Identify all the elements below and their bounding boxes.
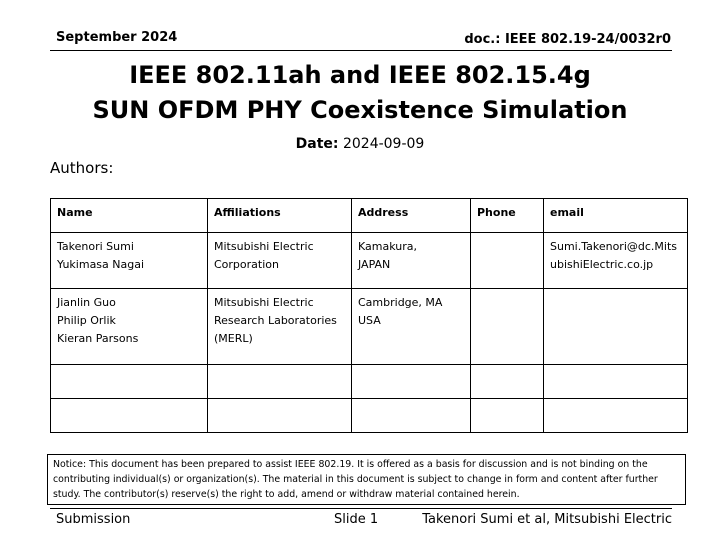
- date-label: Date:: [295, 136, 339, 152]
- affiliation-line: Corporation: [214, 258, 279, 271]
- cell-name: [51, 289, 208, 365]
- cell-empty: [471, 399, 544, 433]
- notice-box: Notice: This document has been prepared to assist IEEE 802.19. It is offered as a basis for discussion and is not binding on the contributing individual(s) or organization(s). The material in this document is subject to change in form and content after further study. The contributor(s) reserve(s) the right to add, amend or withdraw material contained herein.: [47, 454, 686, 505]
- cell-empty: [208, 365, 352, 399]
- header-divider: [50, 50, 672, 51]
- cell-empty: [544, 365, 688, 399]
- author-name: Jianlin Guo: [57, 296, 116, 309]
- table-row: [51, 365, 688, 399]
- cell-empty: [51, 365, 208, 399]
- slide-date: [0, 136, 720, 152]
- footer-slide-number: Slide 1: [334, 512, 379, 527]
- footer-authors: Takenori Sumi et al, Mitsubishi Electric: [422, 512, 672, 527]
- email-line: ubishiElectric.co.jp: [550, 258, 654, 271]
- cell-empty: [544, 399, 688, 433]
- author-name: Takenori Sumi: [57, 240, 134, 253]
- authors-table: [50, 198, 688, 433]
- address-line: USA: [358, 314, 381, 327]
- affiliation-line: Mitsubishi Electric: [214, 296, 314, 309]
- author-name: Kieran Parsons: [57, 332, 139, 345]
- title-line-1: IEEE 802.11ah and IEEE 802.15.4g: [129, 61, 591, 89]
- author-name: Yukimasa Nagai: [57, 258, 145, 271]
- cell-name: [51, 233, 208, 289]
- authors-label: Authors:: [50, 159, 114, 177]
- cell-address: [352, 233, 471, 289]
- cell-address: [352, 289, 471, 365]
- date-value: 2024-09-09: [342, 136, 425, 152]
- table-row: [51, 289, 688, 365]
- email-line: Sumi.Takenori@dc.Mits: [550, 240, 678, 253]
- header-email: email: [544, 199, 688, 233]
- table-header-row: [51, 199, 688, 233]
- cell-empty: [352, 365, 471, 399]
- address-line: JAPAN: [358, 258, 391, 271]
- address-line: Kamakura,: [358, 240, 417, 253]
- address-line: Cambridge, MA: [358, 296, 443, 309]
- footer-divider: [50, 508, 672, 509]
- cell-email: [544, 289, 688, 365]
- header-name: Name: [51, 199, 208, 233]
- table-row: [51, 399, 688, 433]
- cell-affiliation: [208, 233, 352, 289]
- header-phone: Phone: [471, 199, 544, 233]
- affiliation-line: Research Laboratories: [214, 314, 337, 327]
- cell-empty: [471, 365, 544, 399]
- affiliation-line: Mitsubishi Electric: [214, 240, 314, 253]
- header-affiliations: Affiliations: [208, 199, 352, 233]
- affiliation-line: (MERL): [214, 332, 253, 345]
- header-doc-id: doc.: IEEE 802.19-24/0032r0: [464, 32, 671, 47]
- title-line-2: SUN OFDM PHY Coexistence Simulation: [92, 96, 628, 124]
- cell-empty: [208, 399, 352, 433]
- cell-email: [544, 233, 688, 289]
- header-date: September 2024: [56, 30, 178, 45]
- slide-title: [0, 58, 720, 128]
- cell-phone: [471, 289, 544, 365]
- cell-phone: [471, 233, 544, 289]
- footer-submission: Submission: [56, 512, 131, 527]
- author-name: Philip Orlik: [57, 314, 116, 327]
- cell-affiliation: [208, 289, 352, 365]
- header-address: Address: [352, 199, 471, 233]
- table-row: [51, 233, 688, 289]
- cell-empty: [51, 399, 208, 433]
- cell-empty: [352, 399, 471, 433]
